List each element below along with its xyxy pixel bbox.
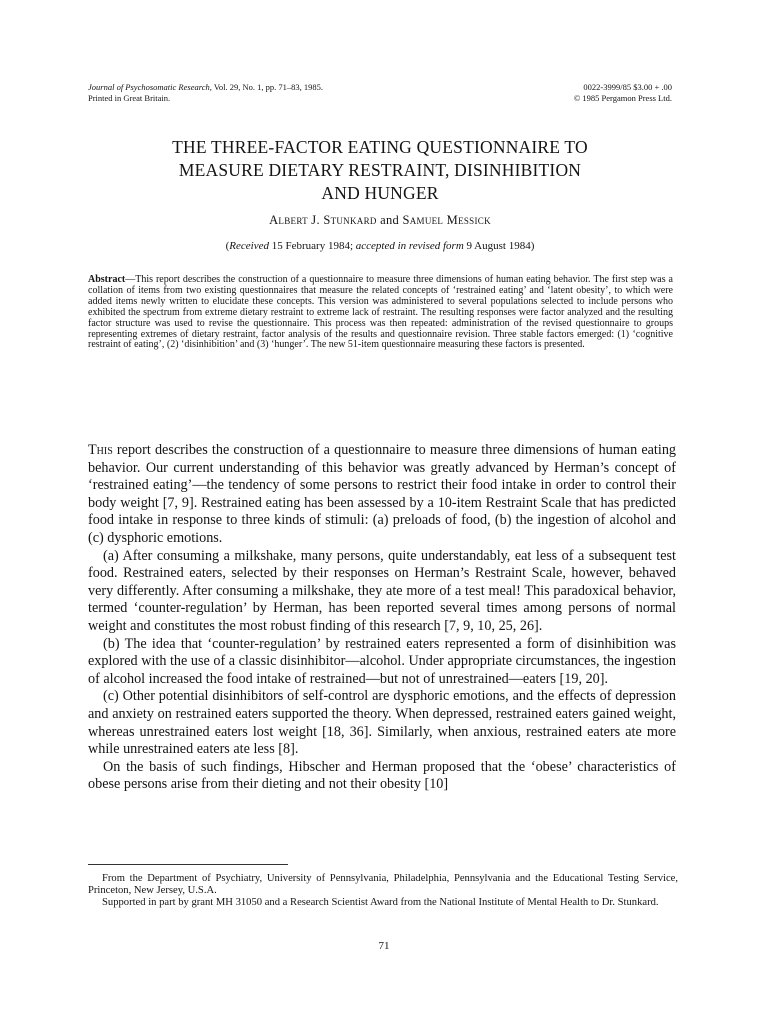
author-2: Samuel Messick — [402, 213, 491, 227]
body-text — [88, 442, 676, 794]
author-line — [88, 213, 672, 228]
journal-name: Journal of Psychosomatic Research, — [88, 82, 212, 92]
abstract — [88, 275, 673, 351]
journal-volume: Vol. 29, No. 1, pp. 71–83, 1985. — [211, 82, 323, 92]
footnote-affiliation: From the Department of Psychiatry, University of Pennsylvania, Philadelphia, Pennsylvania and the Educational Testing Service, Princeton, New Jersey, U.S.A. — [88, 873, 678, 897]
publisher-info — [574, 82, 672, 103]
received-label: Received — [229, 240, 269, 252]
accepted-label: accepted in revised form — [355, 240, 464, 252]
author-conjunction: and — [376, 213, 403, 227]
received-open: ( — [225, 240, 230, 252]
author-1: Albert J. Stunkard — [269, 213, 377, 227]
title-line-1: THE THREE-FACTOR EATING QUESTIONNAIRE TO — [172, 137, 588, 157]
footnote-rule — [88, 864, 288, 865]
footnotes — [88, 873, 678, 910]
paragraph-3: (b) The idea that ‘counter-regulation’ by restrained eaters represented a form of disinhibition was explored with the use of a classic disinhibitor—alcohol. Under appropriate circumstances, the ingestion of alcohol increased the food intake of restrained—but not of unrestrained—eaters [19, 20]. — [88, 635, 676, 687]
printed-in: Printed in Great Britain. — [88, 92, 171, 103]
received-dates — [88, 240, 672, 252]
abstract-label: Abstract — [88, 274, 126, 285]
page-number: 71 — [378, 940, 390, 952]
issn-code: 0022-3999/85 $3.00 + .00 — [583, 82, 672, 92]
copyright-line: © 1985 Pergamon Press Ltd. — [573, 92, 672, 103]
title-line-3: AND HUNGER — [321, 183, 439, 203]
paragraph-5: On the basis of such findings, Hibscher and Herman proposed that the ‘obese’ characteristics of obese persons arise from their dieting and not their obesity [10] — [88, 758, 676, 793]
paragraph-2: (a) After consuming a milkshake, many persons, quite understandably, eat less of a subsequent test food. Restrained eaters, selected by their responses on Herman’s Restraint Scale, however, behaved very differently. After consuming a milkshake, they ate more of a test meal! This paradoxical behavior, termed ‘counter-regulation’ by Herman, has been reported several times among persons of normal weight and constitutes the most robust finding of this research [7, 9, 10, 25, 26]. — [88, 547, 676, 634]
accepted-date: 9 August 1984) — [463, 240, 535, 252]
abstract-text: —This report describes the construction of a questionnaire to measure three dimensions of human eating behavior. The first step was a collation of items from two existing questionnaires that measure the related concepts of ‘restrained eating’ and ‘latent obesity’, to which were added items newly written to elucidate these concepts. This version was administered to several populations selected to include persons who exhibited the spectrum from extreme dietary restraint to extreme lack of restraint. The resulting responses were factor analyzed and the resulting factor structure was used to revise the questionnaire. This process was then repeated: administration of the revised questionnaire to groups representing extremes of dietary restraint, factor analysis of the results and questionnaire revision. Three stable factors emerged: (1) ‘cognitive restraint of eating’, (2) ‘disinhibition’ and (3) ‘hunger’. The new 51-item questionnaire measuring these factors is presented. — [88, 274, 673, 351]
paragraph-1-lead: This — [88, 442, 113, 458]
article-title — [88, 136, 672, 205]
title-line-2: MEASURE DIETARY RESTRAINT, DISINHIBITION — [178, 160, 582, 180]
footnote-funding: Supported in part by grant MH 31050 and a Research Scientist Award from the National Institute of Mental Health to Dr. Stunkard. — [102, 897, 659, 909]
journal-citation — [88, 82, 323, 103]
received-date: 15 February 1984; — [268, 240, 356, 252]
paragraph-4: (c) Other potential disinhibitors of self-control are dysphoric emotions, and the effects of depression and anxiety on restrained eaters supported the theory. When depressed, restrained eaters gained weight, whereas unrestrained eaters lost weight [18, 36]. Similarly, when anxious, restrained eaters ate more while unrestrained eaters ate less [8]. — [88, 688, 676, 758]
paragraph-1-text: report describes the construction of a questionnaire to measure three dimensions of human eating behavior. Our current understanding of this behavior was greatly advanced by Herman’s concept of ‘restrained eating’—the tendency of some persons to restrict their food intake in order to control their body weight [7, 9]. Restrained eating has been assessed by a 10-item Restraint Scale that has predicted food intake in response to three kinds of stimuli: (a) preloads of food, (b) the ingestion of alcohol and (c) dysphoric emotions. — [88, 442, 676, 546]
paragraph-1 — [88, 442, 676, 548]
